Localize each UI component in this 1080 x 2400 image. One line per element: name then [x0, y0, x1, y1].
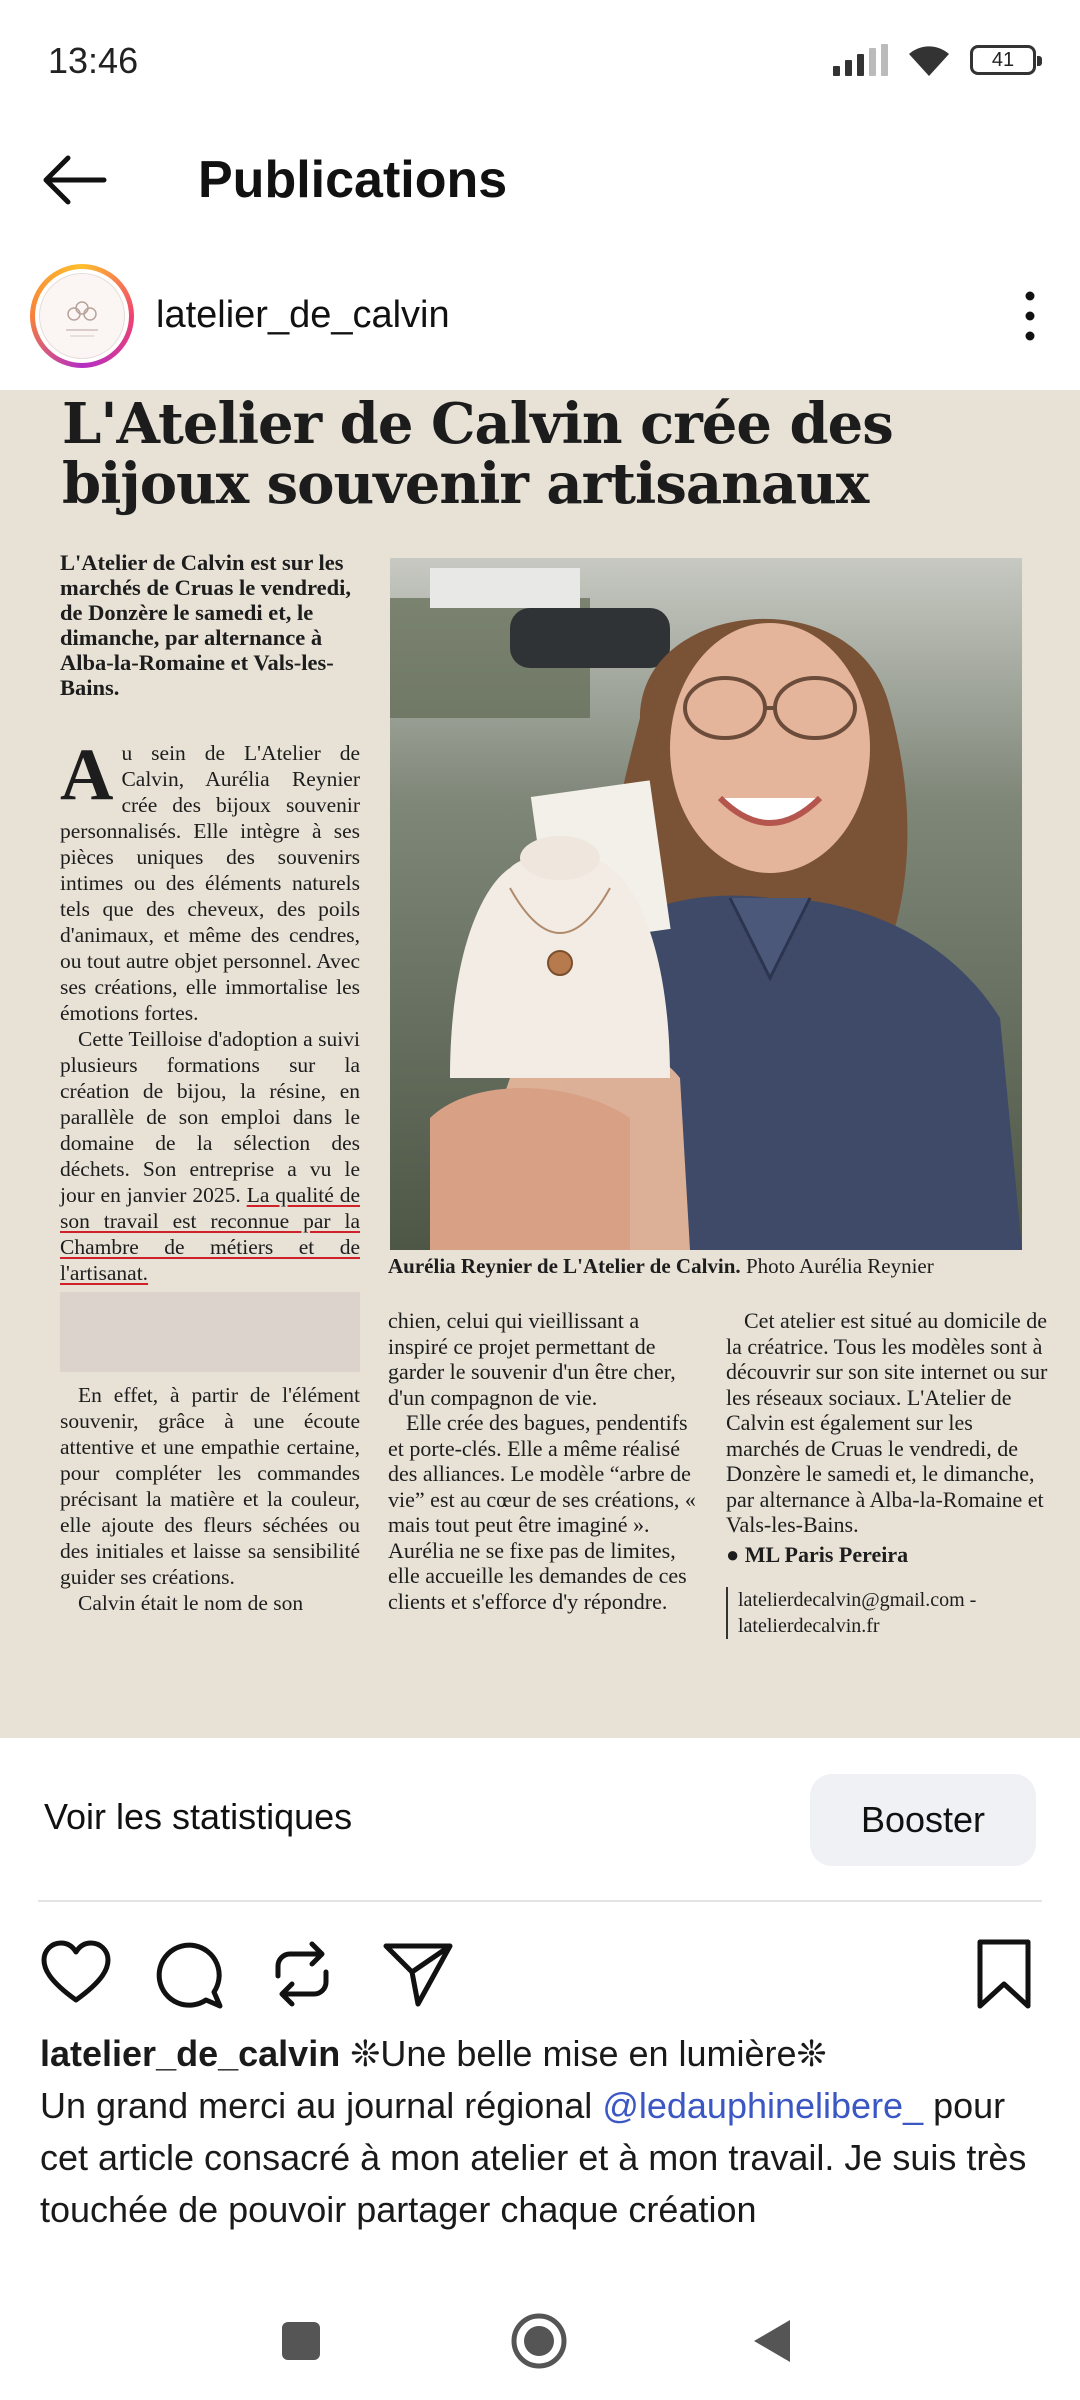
caption-bold: Aurélia Reynier de L'Atelier de Calvin. — [388, 1254, 741, 1278]
status-time: 13:46 — [48, 40, 139, 81]
view-insights-link[interactable]: Voir les statistiques — [44, 1796, 353, 1837]
battery-level: 41 — [991, 48, 1015, 71]
article-photo-caption — [388, 1254, 1048, 1279]
caption-mention[interactable]: @ledauphinelibere_ — [602, 2085, 924, 2126]
post-actions — [0, 1922, 1080, 2032]
article-column-2 — [388, 1308, 698, 1614]
divider — [38, 1900, 1042, 1902]
article-contact: latelierdecalvin@gmail.com - latelierdecalvin.fr — [726, 1587, 1048, 1639]
status-bar — [0, 0, 1080, 120]
page-title: Publications — [198, 151, 508, 209]
portrait-photo-icon — [390, 558, 1022, 1250]
caption-line-1: ❊Une belle mise en lumière❊ — [340, 2033, 827, 2074]
caption-line-2: Un grand merci au journal régional — [40, 2085, 603, 2126]
header — [0, 120, 1080, 240]
wifi-icon — [906, 42, 952, 78]
battery-icon — [970, 45, 1036, 75]
caption-line-3: pour cet article consacré à mon atelier et à mon travail. Je suis très touchée de pouvoir partager chaque création — [40, 2085, 1027, 2230]
post-image[interactable] — [0, 390, 1080, 1738]
article-headline: L'Atelier de Calvin crée des bijoux souvenir artisanaux — [62, 391, 893, 517]
caption-credit: Photo Aurélia Reynier — [745, 1254, 934, 1278]
recents-square-icon[interactable] — [268, 2308, 334, 2374]
article-lead: L'Atelier de Calvin est sur les marchés de Cruas le vendredi, de Donzère le samedi et, le dimanche, par alternance à Alba-la-Romaine et Vals-les-Bains. — [60, 550, 352, 700]
home-circle-icon[interactable] — [506, 2308, 572, 2374]
back-triangle-icon[interactable] — [740, 2308, 806, 2374]
article-col2-para-1: chien, celui qui vieillissant a inspiré ce projet permettant de garder le souvenir d'un être cher, d'un compagnon de vie. — [388, 1308, 676, 1410]
repost-icon[interactable] — [264, 1936, 340, 2012]
article-photo — [390, 558, 1022, 1250]
insights-row — [0, 1756, 1080, 1886]
avatar[interactable] — [30, 264, 134, 368]
article-signature: ● ML Paris Pereira — [726, 1541, 909, 1567]
comment-icon[interactable] — [150, 1936, 226, 2012]
bookmark-icon[interactable] — [966, 1936, 1042, 2012]
boost-button[interactable]: Booster — [810, 1774, 1036, 1866]
article-col2-para-2: Elle crée des bagues, pendentifs et porte-clés. Elle a même réalisé des alliances. Le modèle “arbre de vie” est au cœur de ses créations, « mais tout peut être imaginé ». Aurélia ne se fixe pas de limites, elle accueille les demandes de ces clients et s'efforce d'y répondre. — [388, 1410, 696, 1614]
status-icons — [833, 42, 1036, 78]
article-para-3: En effet, à partir de l'élément souvenir, grâce à une écoute attentive et une empathie certaine, pour compléter les commandes précisant la matière et la couleur, elle ajoute des fleurs séchées ou des initiales et laisse sa sensibilité guider ses créations. — [60, 1383, 360, 1589]
article-column-1 — [60, 734, 361, 1616]
article-col3-para-1: Cet atelier est situé au domicile de la créatrice. Tous les modèles sont à découvrir sur son site internet ou sur les réseaux sociaux. L'Atelier de Calvin est également sur les marchés de Cruas le vendredi, de Donzère le samedi et, le dimanche, par alternance à Alba-la-Romaine et Vals-les-Bains. — [726, 1308, 1048, 1537]
article-blank-area — [60, 1292, 360, 1372]
more-vertical-icon[interactable] — [1010, 284, 1050, 348]
article-highlight: La qualité de son travail est reconnue par la Chambre de métiers et de l'artisanat. — [60, 1183, 361, 1285]
send-icon[interactable] — [380, 1936, 456, 2012]
article-column-3 — [726, 1308, 1048, 1639]
system-nav-bar — [0, 2276, 1080, 2400]
article-para-4: Calvin était le nom de son — [78, 1591, 304, 1615]
brand-logo-icon — [39, 273, 125, 359]
article-dropcap: A — [60, 734, 114, 816]
flower-icon — [52, 286, 112, 346]
post-header — [0, 258, 1080, 378]
author-username[interactable]: latelier_de_calvin — [156, 294, 450, 336]
article-para-2: Cette Teilloise d'adoption a suivi plusieurs formations sur la création de bijou, la résine, en parallèle de son emploi dans le domaine de la sélection des déchets. Son entreprise a vu le jour en janvier 2025. — [60, 1027, 360, 1207]
signal-icon — [833, 44, 888, 76]
heart-icon[interactable] — [38, 1936, 114, 2012]
arrow-left-icon[interactable] — [40, 150, 110, 210]
caption-username[interactable]: latelier_de_calvin — [40, 2033, 341, 2074]
post-caption — [40, 2028, 1050, 2264]
article-para-1: u sein de L'Atelier de Calvin, Aurélia Reynier crée des bijoux souvenir personnalisés. Elle intègre à ses pièces uniques des souvenirs intimes ou des éléments naturels tels que des cheveux, des poils d'animaux, et même des cendres, ou tout autre objet personnel. Avec ses créations, elle immortalise les émotions fortes. — [60, 741, 360, 1025]
